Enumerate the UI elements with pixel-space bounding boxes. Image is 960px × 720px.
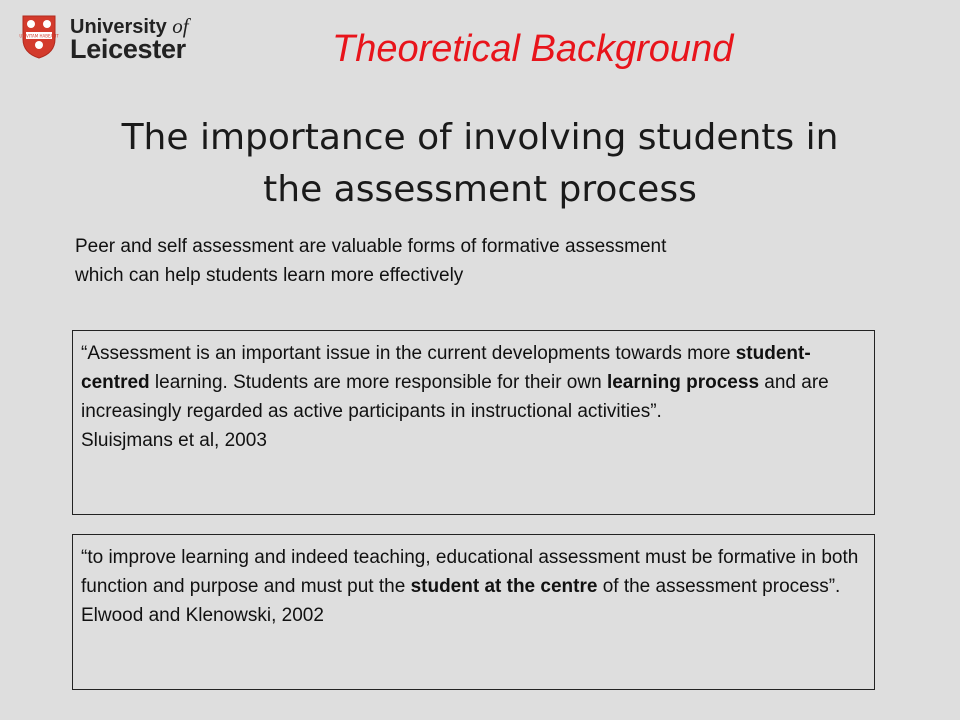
slide-title: [60, 112, 900, 216]
quote2-bold-1: student at the centre: [410, 576, 598, 597]
quote2-text-2: of the assessment process”.: [597, 576, 841, 597]
quote2-citation: Elwood and Klenowski, 2002: [81, 605, 324, 626]
quote1-citation: Sluisjmans et al, 2003: [81, 430, 267, 451]
quote1-bold-1: student-centred: [81, 343, 811, 393]
intro-line-2: which can help students learn more effectively: [75, 265, 464, 286]
quote1-text-3: and are increasingly regarded as active participants in instructional activities”.: [81, 372, 829, 422]
university-logo: [19, 14, 222, 66]
quote-box-2: [72, 534, 875, 690]
quote-box-1: [72, 330, 875, 515]
title-line-2: the assessment process: [263, 169, 697, 210]
quote2-text-1: “to improve learning and indeed teaching, educational assessment must be formative in both function and purpose and must put the: [81, 547, 859, 597]
title-line-1: The importance of involving students in: [121, 117, 839, 158]
university-shield-icon: [19, 15, 59, 59]
quote1-text-2: learning. Students are more responsible for their own: [149, 372, 607, 393]
slide-header: Theoretical Background: [332, 28, 734, 70]
logo-leicester: Leicester: [70, 34, 186, 64]
logo-of: of: [172, 14, 189, 38]
intro-line-1: Peer and self assessment are valuable forms of formative assessment: [75, 236, 667, 257]
intro-text: [75, 232, 895, 290]
logo-university: University: [70, 16, 167, 38]
quote1-bold-2: learning process: [606, 372, 760, 393]
shield-motto: UT VITAM HABEANT: [19, 33, 59, 39]
quote1-text-1: “Assessment is an important issue in the current developments towards more: [81, 343, 736, 364]
